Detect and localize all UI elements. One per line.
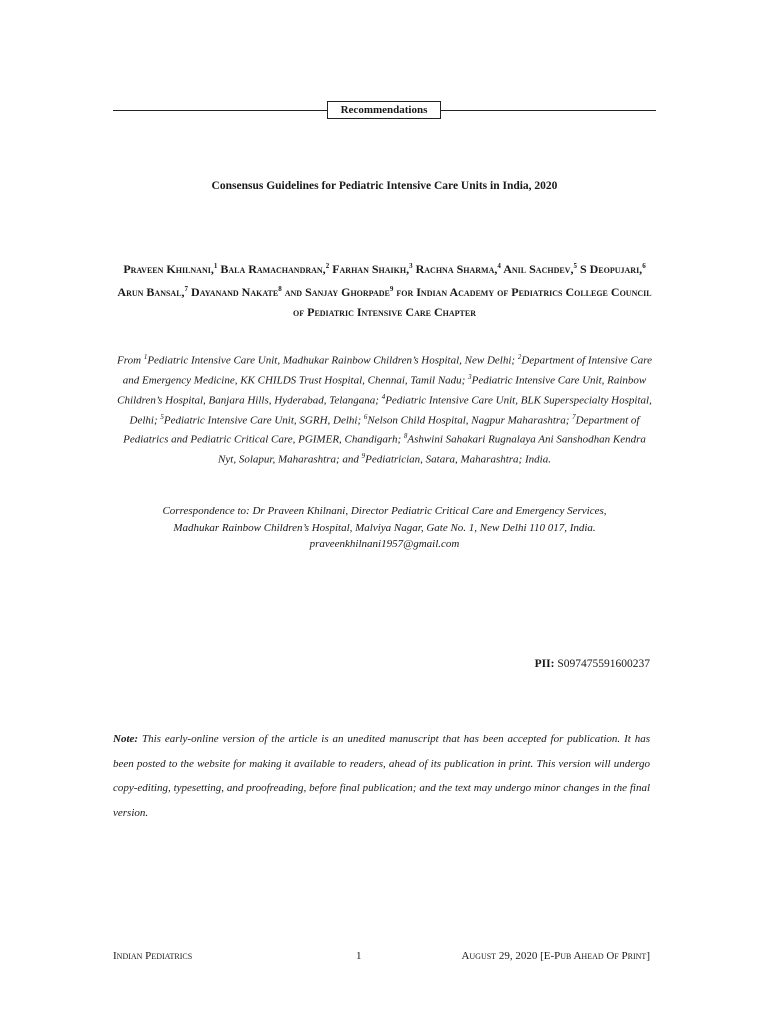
header-rule-left (113, 110, 327, 111)
author-name: S Deopujari, (579, 262, 643, 276)
affiliation-number: 3 (468, 372, 472, 381)
author-name: Rachna Sharma, (415, 262, 498, 276)
author-affiliation-number: 5 (573, 262, 577, 270)
affiliation-number: 4 (381, 392, 386, 401)
affiliation-text: Department of Intensive Care and Emergency Medicine, KK CHILDS Trust Hospital, Chennai, Tamil Nadu; (122, 354, 652, 387)
note-label: Note: (113, 733, 139, 745)
author-affiliation-number: 8 (278, 285, 282, 293)
author-separator: and (281, 285, 306, 299)
affiliation-text: Department of Pediatrics and Pediatric Critical Care, PGIMER, Chandigarh; (123, 414, 640, 447)
affiliation-text: Pediatric Intensive Care Unit, SGRH, Delhi; (163, 414, 364, 427)
author-affiliation-number: 6 (642, 262, 646, 270)
header-rule-right (441, 110, 656, 111)
pii-label: PII: (534, 658, 555, 670)
affiliation-text: Nelson Child Hospital, Nagpur Maharashtra; (367, 414, 573, 427)
correspondence (113, 503, 656, 553)
affiliation-text: Pediatric Intensive Care Unit, Rainbow Children’s Hospital, Banjara Hills, Hyderabad, Telangana; (117, 374, 647, 407)
note-text: This early-online version of the article is an unedited manuscript that has been accepted for publication. It has been posted to the website for making it available to readers, ahead of its publication in print. This version will undergo copy-editing, typesetting, and proofreading, before final publication; and the text may undergo minor changes in the final version. (113, 733, 650, 819)
affiliation-text: Pediatric Intensive Care Unit, Madhukar Rainbow Children’s Hospital, New Delhi; (147, 354, 518, 367)
footer-journal: Indian Pediatrics (113, 950, 193, 962)
author-group: for Indian Academy of Pediatrics College Council of Pediatric Intensive Care Chapter (293, 285, 652, 319)
affiliation-text: Pediatrician, Satara, Maharashtra; India. (365, 453, 551, 466)
affiliation-prefix: From (117, 354, 144, 367)
pii (113, 658, 650, 670)
author-name: Bala Ramachandran, (220, 262, 326, 276)
affiliation-number: 5 (160, 412, 164, 421)
affiliation-number: 8 (403, 432, 408, 441)
author-affiliation-number: 2 (325, 262, 330, 270)
author-name: Sanjay Ghorpade (305, 285, 390, 299)
author-name: Arun Bansal, (117, 285, 185, 299)
correspondence-line: Correspondence to: Dr Praveen Khilnani, Director Pediatric Critical Care and Emergency Services, (162, 505, 607, 517)
affiliation-number: 7 (572, 412, 576, 421)
footer-date: August 29, 2020 [E-Pub Ahead Of Print] (461, 950, 650, 962)
note-paragraph (113, 727, 650, 825)
author-affiliation-number: 1 (213, 262, 218, 270)
correspondence-email[interactable]: praveenkhilnani1957@gmail.com (309, 538, 460, 550)
affiliation-number: 1 (143, 353, 148, 361)
section-label: Recommendations (327, 101, 441, 119)
page-number: 1 (356, 950, 362, 962)
author-affiliation-number: 3 (409, 262, 413, 270)
affiliation-number: 9 (361, 452, 366, 461)
affiliation-text: Pediatric Intensive Care Unit, BLK Superspecialty Hospital, Delhi; (129, 394, 652, 427)
author-name: Dayanand Nakate (191, 285, 279, 299)
affiliation-number: 2 (517, 353, 522, 361)
author-affiliation-number: 4 (497, 262, 501, 270)
article-title: Consensus Guidelines for Pediatric Intensive Care Units in India, 2020 (211, 180, 558, 192)
pii-value: S097475591600237 (554, 658, 650, 670)
correspondence-address: Madhukar Rainbow Children’s Hospital, Malviya Nagar, Gate No. 1, New Delhi 110 017, India. (173, 521, 596, 534)
author-affiliation-number: 9 (389, 285, 394, 293)
author-name: Praveen Khilnani, (123, 262, 214, 276)
affiliation-number: 6 (363, 412, 368, 421)
affiliations (113, 349, 656, 468)
author-name: Anil Sachdev, (503, 262, 574, 276)
affiliation-text: Ashwini Sahakari Rugnalaya Ani Sanshodhan Kendra Nyt, Solapur, Maharashtra; and (218, 434, 646, 466)
page-footer (113, 950, 650, 966)
author-list (113, 256, 656, 322)
author-name: Farhan Shaikh, (332, 262, 410, 276)
author-affiliation-number: 7 (184, 285, 189, 293)
